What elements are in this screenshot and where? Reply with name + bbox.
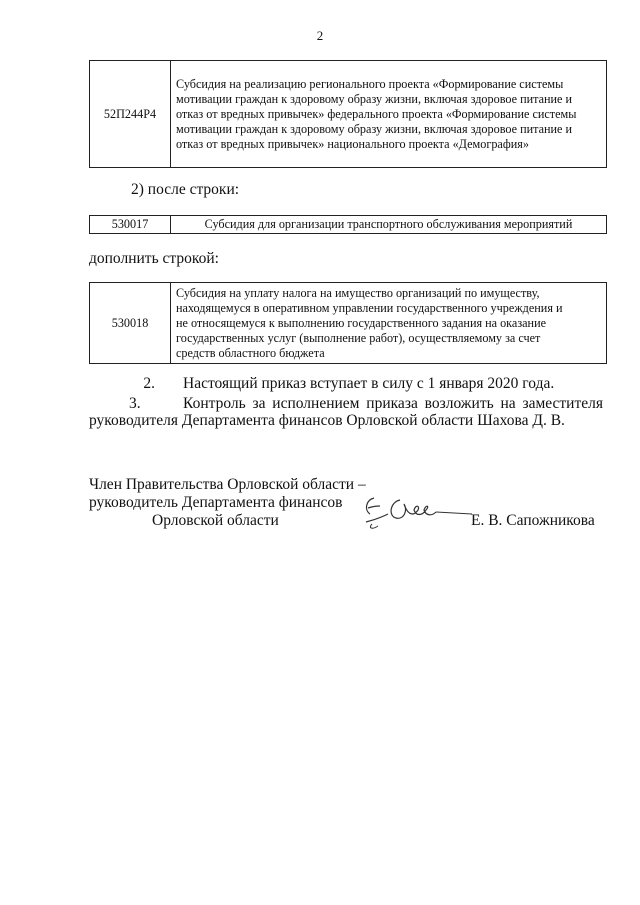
after-row-label: 2) после строки: bbox=[131, 181, 240, 198]
item-number: 2. bbox=[143, 375, 155, 392]
table-row bbox=[90, 283, 607, 364]
table-description-cell bbox=[171, 283, 607, 364]
table-code-cell: 52П244Р4 bbox=[90, 61, 171, 168]
description-line: мотивации граждан к здоровому образу жизни, включая здоровое питание и bbox=[176, 91, 573, 106]
description-line: отказ от вредных привычек» национального проекта «Демография» bbox=[176, 136, 529, 151]
table-code-cell: 530017 bbox=[90, 216, 171, 234]
signatory-title-line-2: руководитель Департамента финансов bbox=[89, 494, 343, 511]
item-number: 3. bbox=[129, 395, 141, 412]
item-text: Настоящий приказ вступает в силу с 1 января 2020 года. bbox=[183, 375, 555, 392]
add-row-label: дополнить строкой: bbox=[89, 250, 219, 267]
description-line: не относящемуся к выполнению государственного задания на оказание bbox=[176, 315, 547, 330]
description-line: Субсидия на уплату налога на имущество организаций по имуществу, bbox=[176, 285, 540, 300]
table-row bbox=[90, 216, 607, 234]
table-row bbox=[90, 61, 607, 168]
description-line: отказ от вредных привычек» федерального проекта «Формирование системы bbox=[176, 106, 577, 121]
budget-code-table-reference bbox=[89, 215, 607, 234]
description-line: мотивации граждан к здоровому образу жизни, включая здоровое питание и bbox=[176, 121, 573, 136]
page-number: 2 bbox=[316, 28, 324, 43]
budget-code-table-existing bbox=[89, 60, 607, 168]
item-text: Контроль за исполнением приказа возложить на заместителя bbox=[183, 395, 603, 412]
table-description-cell bbox=[171, 61, 607, 168]
item-text-continuation: руководителя Департамента финансов Орловской области Шахова Д. В. bbox=[89, 412, 565, 429]
description-line: государственных услуг (выполнение работ), осуществляемому за счет bbox=[176, 330, 541, 345]
table-description-cell: Субсидия для организации транспортного обслуживания мероприятий bbox=[171, 216, 607, 234]
order-item-2 bbox=[89, 374, 603, 394]
handwritten-signature bbox=[360, 486, 472, 532]
signatory-name: Е. В. Сапожникова bbox=[471, 512, 595, 529]
signatory-title-line-3: Орловской области bbox=[152, 512, 279, 529]
description-line: находящемуся в оперативном управлении государственного учреждения и bbox=[176, 300, 563, 315]
description-line: Субсидия на реализацию регионального проекта «Формирование системы bbox=[176, 76, 564, 91]
description-line: средств областного бюджета bbox=[176, 345, 325, 360]
table-code-cell: 530018 bbox=[90, 283, 171, 364]
order-item-3 bbox=[89, 394, 603, 414]
budget-code-table-new bbox=[89, 282, 607, 364]
signatory-title-line-1: Член Правительства Орловской области – bbox=[89, 476, 366, 493]
